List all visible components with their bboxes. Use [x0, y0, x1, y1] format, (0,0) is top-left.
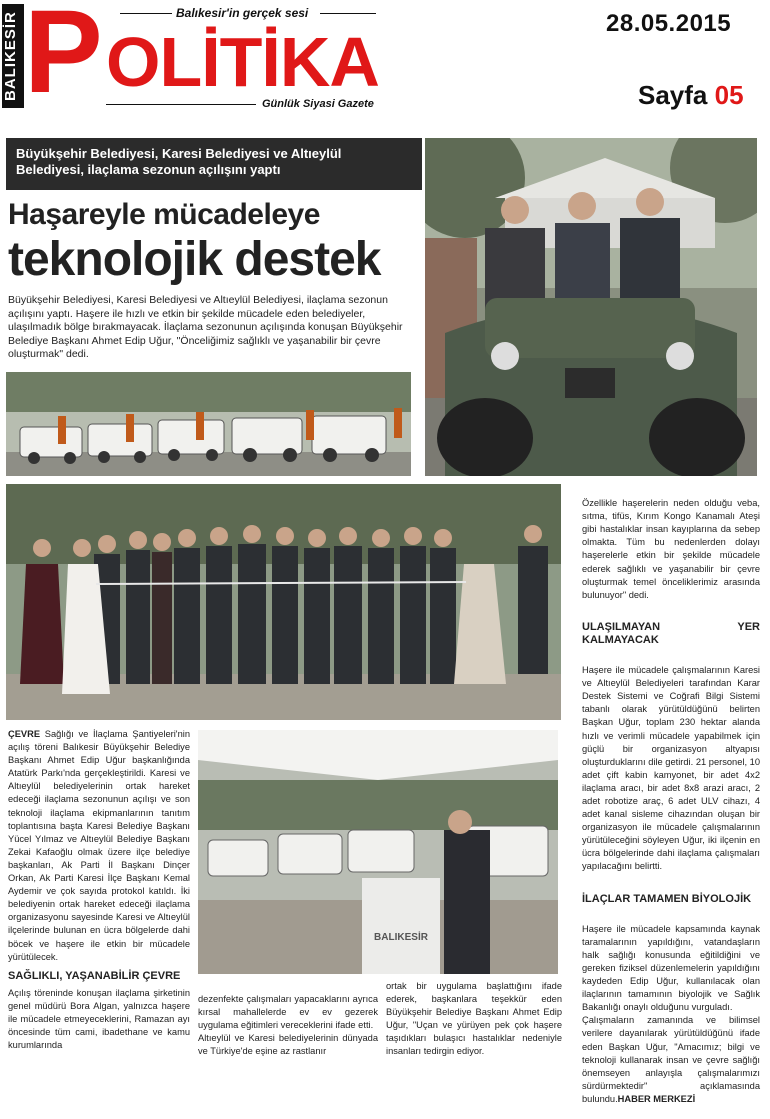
masthead-rule	[320, 13, 376, 14]
masthead-rule	[120, 13, 172, 14]
body-column-2	[198, 980, 378, 1072]
headline-line-2: teknolojik destek	[8, 233, 381, 286]
issue-date: 28.05.2015	[606, 10, 732, 37]
body-column-1	[8, 728, 190, 1052]
subheading: İLAÇLAR TAMAMEN BİYOLOJİK	[582, 892, 752, 905]
body-column-3	[386, 980, 562, 1059]
paragraph-text: Haşere ile mücadele kapsamında kaynak taramalarının yapıldığını, vatandaşların halk sağlığı konusunda eğitildiğini ve gereken fiziksel düzenlemelerin yapıldığını kaydeden Edip Uğur, kullanılacak olan ilaçlarının tamamının biyolojik ve Sağlık Bakanlığı onaylı olduğunu vurguladı. Çalışmaların zamanında ve bilimsel verilere dayanılarak yürütüldüğünü ifade eden Başkan Uğur, "Amacımız; bilgi ve teknoloji kullanarak insan ve çevre sağlığı önemseyen anlayışla çalışmalarımızı sürdürmektedir" açıklamasında bulundu.	[582, 923, 760, 1104]
photo-vehicle-fleet	[6, 372, 411, 476]
subheading: SAĞLIKLI, YAŞANABİLİR ÇEVRE	[8, 969, 181, 982]
paragraph	[582, 923, 760, 1106]
logo-wordmark: OLİTİKA	[106, 23, 379, 101]
page-label: Sayfa	[638, 80, 708, 110]
masthead-slogan: Balıkesir'in gerçek sesi	[176, 6, 309, 20]
paragraph-text: ortak bir uygulama başlattığını ifade ederek, başkanlara teşekkür eden Büyükşehir Belediye Başkanı Ahmet Edip Uğur, "Uçan ve yürüyen pek çok haşere taşıdıkları bulaşıcı hastalıklar nedeniyle insanları tedirgin ediyor.	[386, 981, 562, 1057]
paragraph-text: Açılış töreninde konuşan ilaçlama şirketinin genel müdürü Bora Algan, yalnızca haşere ile mücadele etmeyeceklerini, Ramazan ayı öncesinde tüm cami, ibadethane ve kamu kurumlarında	[8, 987, 190, 1051]
paragraph-text: dezenfekte çalışmaları yapacaklarını ayrıca kırsal mahallelerde ev ev gezerek uygulama eğitimleri vereceklerini ifade etti. Altıeylül ve Karesi belediyelerinin dünyada ve Türkiye'de eşine az rastlanır	[198, 994, 378, 1057]
paragraph-text: Özellikle haşerelerin neden olduğu veba, sıtma, tifüs, Kırım Kongo Kanamalı Ateşi gibi hastalıklar insan kayıplarına da sebep olmakta. Tüm bu nedenlerden dolayı haşerelerle etkin bir şekilde mücadele ederek sağlıklı ve yaşanabilir bir çevre oluşturmak temel önceliklerimiz arasında bulunuyor" dedi.	[582, 498, 760, 600]
paragraph-text: Haşere ile mücadele çalışmalarının Karesi ve Altıeylül Belediyeleri tarafından Karar Destek Sistemi ve Coğrafi Bilgi Sistemi tabanlı olarak yürütüldüğünü belirten Başkan Uğur, toplam 230 hektar alanda hızlı ve verimli mücadele yapabilmek için güçlü bir organizasyon altyapısı oluşturduklarını dile getirdi. 21 personel, 10 adet çift kabin kamyonet, bir adet 4x2 ilaçlama aracı, bir adet 8x8 arazi aracı, 2 adet robotize araç, 6 adet ULV cihazı, 4 adet kanal sisleme cihazından oluşan bir organizasyon ile mücadele çalışmalarının yürütüleceğini söyleyen Uğur, iki ilçenin en ücra bölgelerinde dahi ilaçlama çalışmaları yapılacağını belirtti.	[582, 665, 760, 872]
photo-ribbon-ceremony	[6, 484, 561, 720]
masthead-vertical-label: BALIKESİR	[2, 4, 24, 108]
body-column-4	[582, 484, 760, 1119]
photo-speaker-podium	[198, 730, 558, 974]
photo-atv-officials	[425, 138, 757, 476]
byline: HABER MERKEZİ	[617, 1093, 696, 1104]
article-kicker: Büyükşehir Belediyesi, Karesi Belediyesi ve Altıeylül Belediyesi, ilaçlama sezonun açılışını yaptı	[6, 138, 422, 190]
masthead	[0, 0, 390, 118]
logo-first-letter: P	[24, 0, 103, 118]
podium-sign-text: BALIKESİR	[374, 932, 428, 943]
masthead-subtitle: Günlük Siyasi Gazete	[262, 98, 374, 110]
headline-line-1: Haşareyle mücadeleye	[8, 198, 320, 231]
masthead-rule	[106, 104, 256, 105]
paragraph-text: Sağlığı ve İlaçlama Şantiyeleri'nin açılış töreni Balıkesir Büyükşehir Belediye Başkanı Ahmet Edip Uğur başkanlığında Atatürk Parkı'nda gerçekleştirildi. Karesi ve Altıeylül belediyelerinin ortak hareket edeceği ilaçlama sezonunun açılışı ve son teknoloji ilaçlama ekipmanlarının tanıtım toplantısına başta Karesi Belediye Başkanı Yücel Yılmaz ve Altıeylül Belediye Başkanı Zekai Kafaoğlu olmak üzere ilçe belediye başkanları, Ak Parti İl Başkanı Dinçer Orkan, Ak Parti Karesi İlçe Başkanı Kemal Aydemir ve çok sayıda protokol katıldı. İki belediyenin ortak hareket edeceği ilaçlama organizasyonu sayesinde Karesi ve Altıeylül ilçelerinde bulunan en ücra bölgelerde dahi böcek ve haşere ile etkin bir mücadele yürütülecek.	[8, 729, 190, 962]
paragraph	[8, 728, 190, 964]
dropcap: ÇEVRE	[8, 729, 41, 739]
page-number: 05	[714, 80, 744, 110]
article-lede: Büyükşehir Belediyesi, Karesi Belediyesi ve Altıeylül Belediyesi, ilaçlama sezonun açılışını yaptı. Haşere ile hızlı ve etkin bir şekilde mücadele eden belediyeler, ulaşılmadık bölge bırakmayacak. İlaçlama sezonunun açılışında konuşan Büyükşehir Belediye Başkanı Ahmet Edip Uğur, "Önceliğimiz sağlıklı ve yaşanabilir bir çevre oluşturmak" dedi.	[8, 294, 403, 360]
page-indicator	[638, 80, 744, 111]
subheading: ULAŞILMAYAN YER KALMAYACAK	[582, 620, 760, 646]
